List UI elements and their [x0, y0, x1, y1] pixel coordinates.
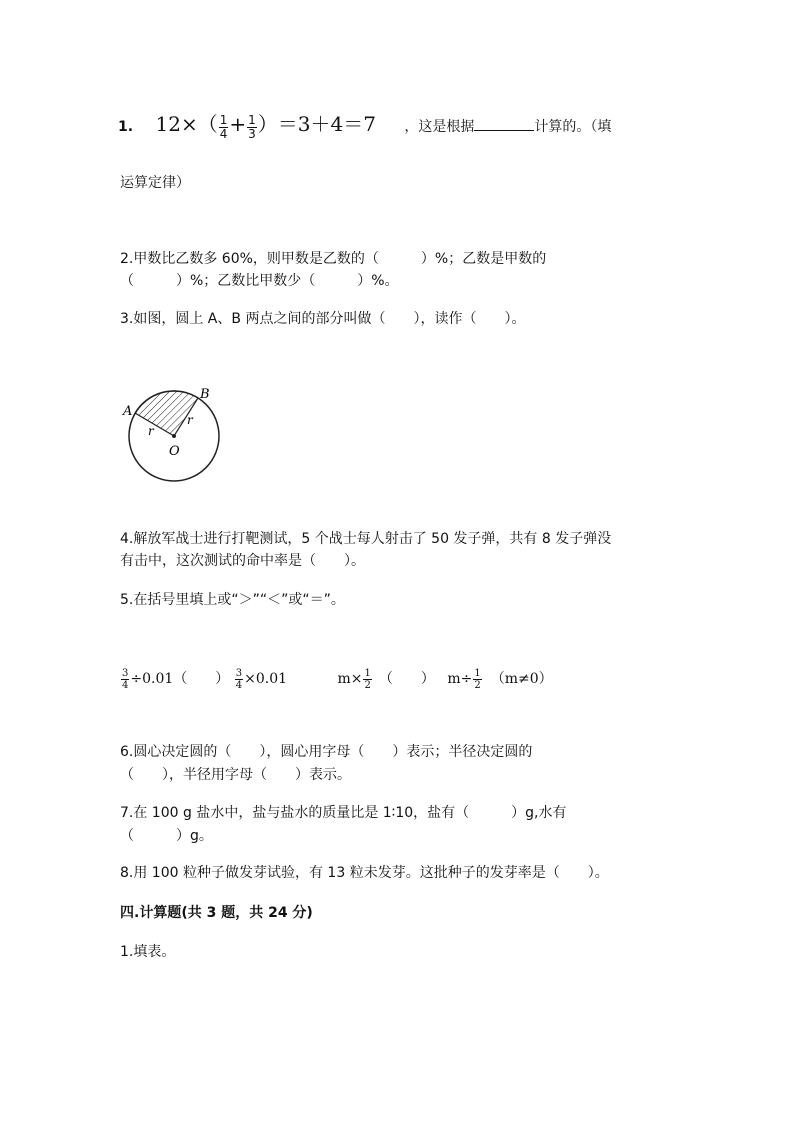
label-radius-1: r: [148, 424, 154, 438]
question-1: [118, 110, 612, 141]
center-point: [172, 434, 176, 438]
question-3-line-1: 3.如图，圆上 A、B 两点之间的部分叫做（ ），读作（ ）。: [120, 311, 526, 327]
fraction-one-third: $\frac{1}{3}$: [248, 112, 256, 141]
expression-1-rest: ÷0.01（ ）: [130, 671, 230, 687]
section-4-title: 四.计算题(共 3 题，共 24 分): [120, 905, 313, 921]
question-2-line-1: 2.甲数比乙数多 60%，则甲数是乙数的（ ）%；乙数是甲数的: [120, 251, 547, 267]
question-1-line-2: 运算定律）: [120, 175, 190, 191]
label-b: B: [200, 387, 210, 402]
fraction-three-quarters: $\frac{3}{4}$: [122, 667, 129, 691]
question-7-line-1: 7.在 100 g 盐水中，盐与盐水的质量比是 1∶10，盐有（ ）g,水有: [120, 805, 567, 821]
fraction-one-quarter: $\frac{1}{4}$: [219, 112, 228, 141]
question-1-expression-end: ）＝3＋4＝7: [257, 112, 376, 136]
label-radius-2: r: [187, 413, 193, 427]
question-6-line-1: 6.圆心决定圆的（ ），圆心用字母（ ）表示；半径决定圆的: [120, 744, 533, 760]
fraction-one-half: $\frac{1}{2}$: [364, 667, 371, 691]
question-4-line-2: 有击中，这次测试的命中率是（ ）。: [120, 553, 365, 569]
expression-2-rest: ×0.01: [244, 671, 288, 687]
plus-sign: +: [229, 112, 247, 136]
comparison-blank: （ ）: [378, 671, 435, 687]
question-6-line-2: （ ），半径用字母（ ）表示。: [120, 767, 351, 783]
question-8-line-1: 8.用 100 粒种子做发芽试验，有 13 粒未发芽。这批种子的发芽率是（ ）。: [120, 865, 609, 881]
circle-sector-figure: [115, 382, 230, 487]
question-2-line-2: （ ）%；乙数比甲数少（ ）%。: [120, 273, 399, 289]
answer-blank-line[interactable]: [474, 116, 534, 131]
fraction-one-half: $\frac{1}{2}$: [474, 667, 481, 691]
question-1-text-a: ，这是根据: [404, 119, 475, 135]
label-a: A: [123, 404, 133, 419]
expression-4-condition: （m≠0）: [490, 671, 553, 687]
section-4-question-1: 1.填表。: [120, 944, 176, 960]
question-1-number: 1.: [118, 119, 134, 135]
expression-3-prefix: m×: [337, 671, 363, 687]
question-5-expressions: [120, 664, 553, 694]
label-o: O: [169, 444, 180, 459]
question-4-line-1: 4.解放军战士进行打靶测试，5 个战士每人射击了 50 发子弹，共有 8 发子弹没: [120, 531, 612, 547]
expression-4-prefix: m÷: [447, 671, 473, 687]
question-1-expression-start: 12×（: [155, 112, 218, 136]
question-7-line-2: （ ）g。: [120, 828, 213, 844]
question-5-line-1: 5.在括号里填上或“＞”“＜”或“＝”。: [120, 592, 345, 608]
question-1-text-b: 计算的。（填: [534, 119, 612, 135]
fraction-three-quarters: $\frac{3}{4}$: [235, 667, 243, 691]
